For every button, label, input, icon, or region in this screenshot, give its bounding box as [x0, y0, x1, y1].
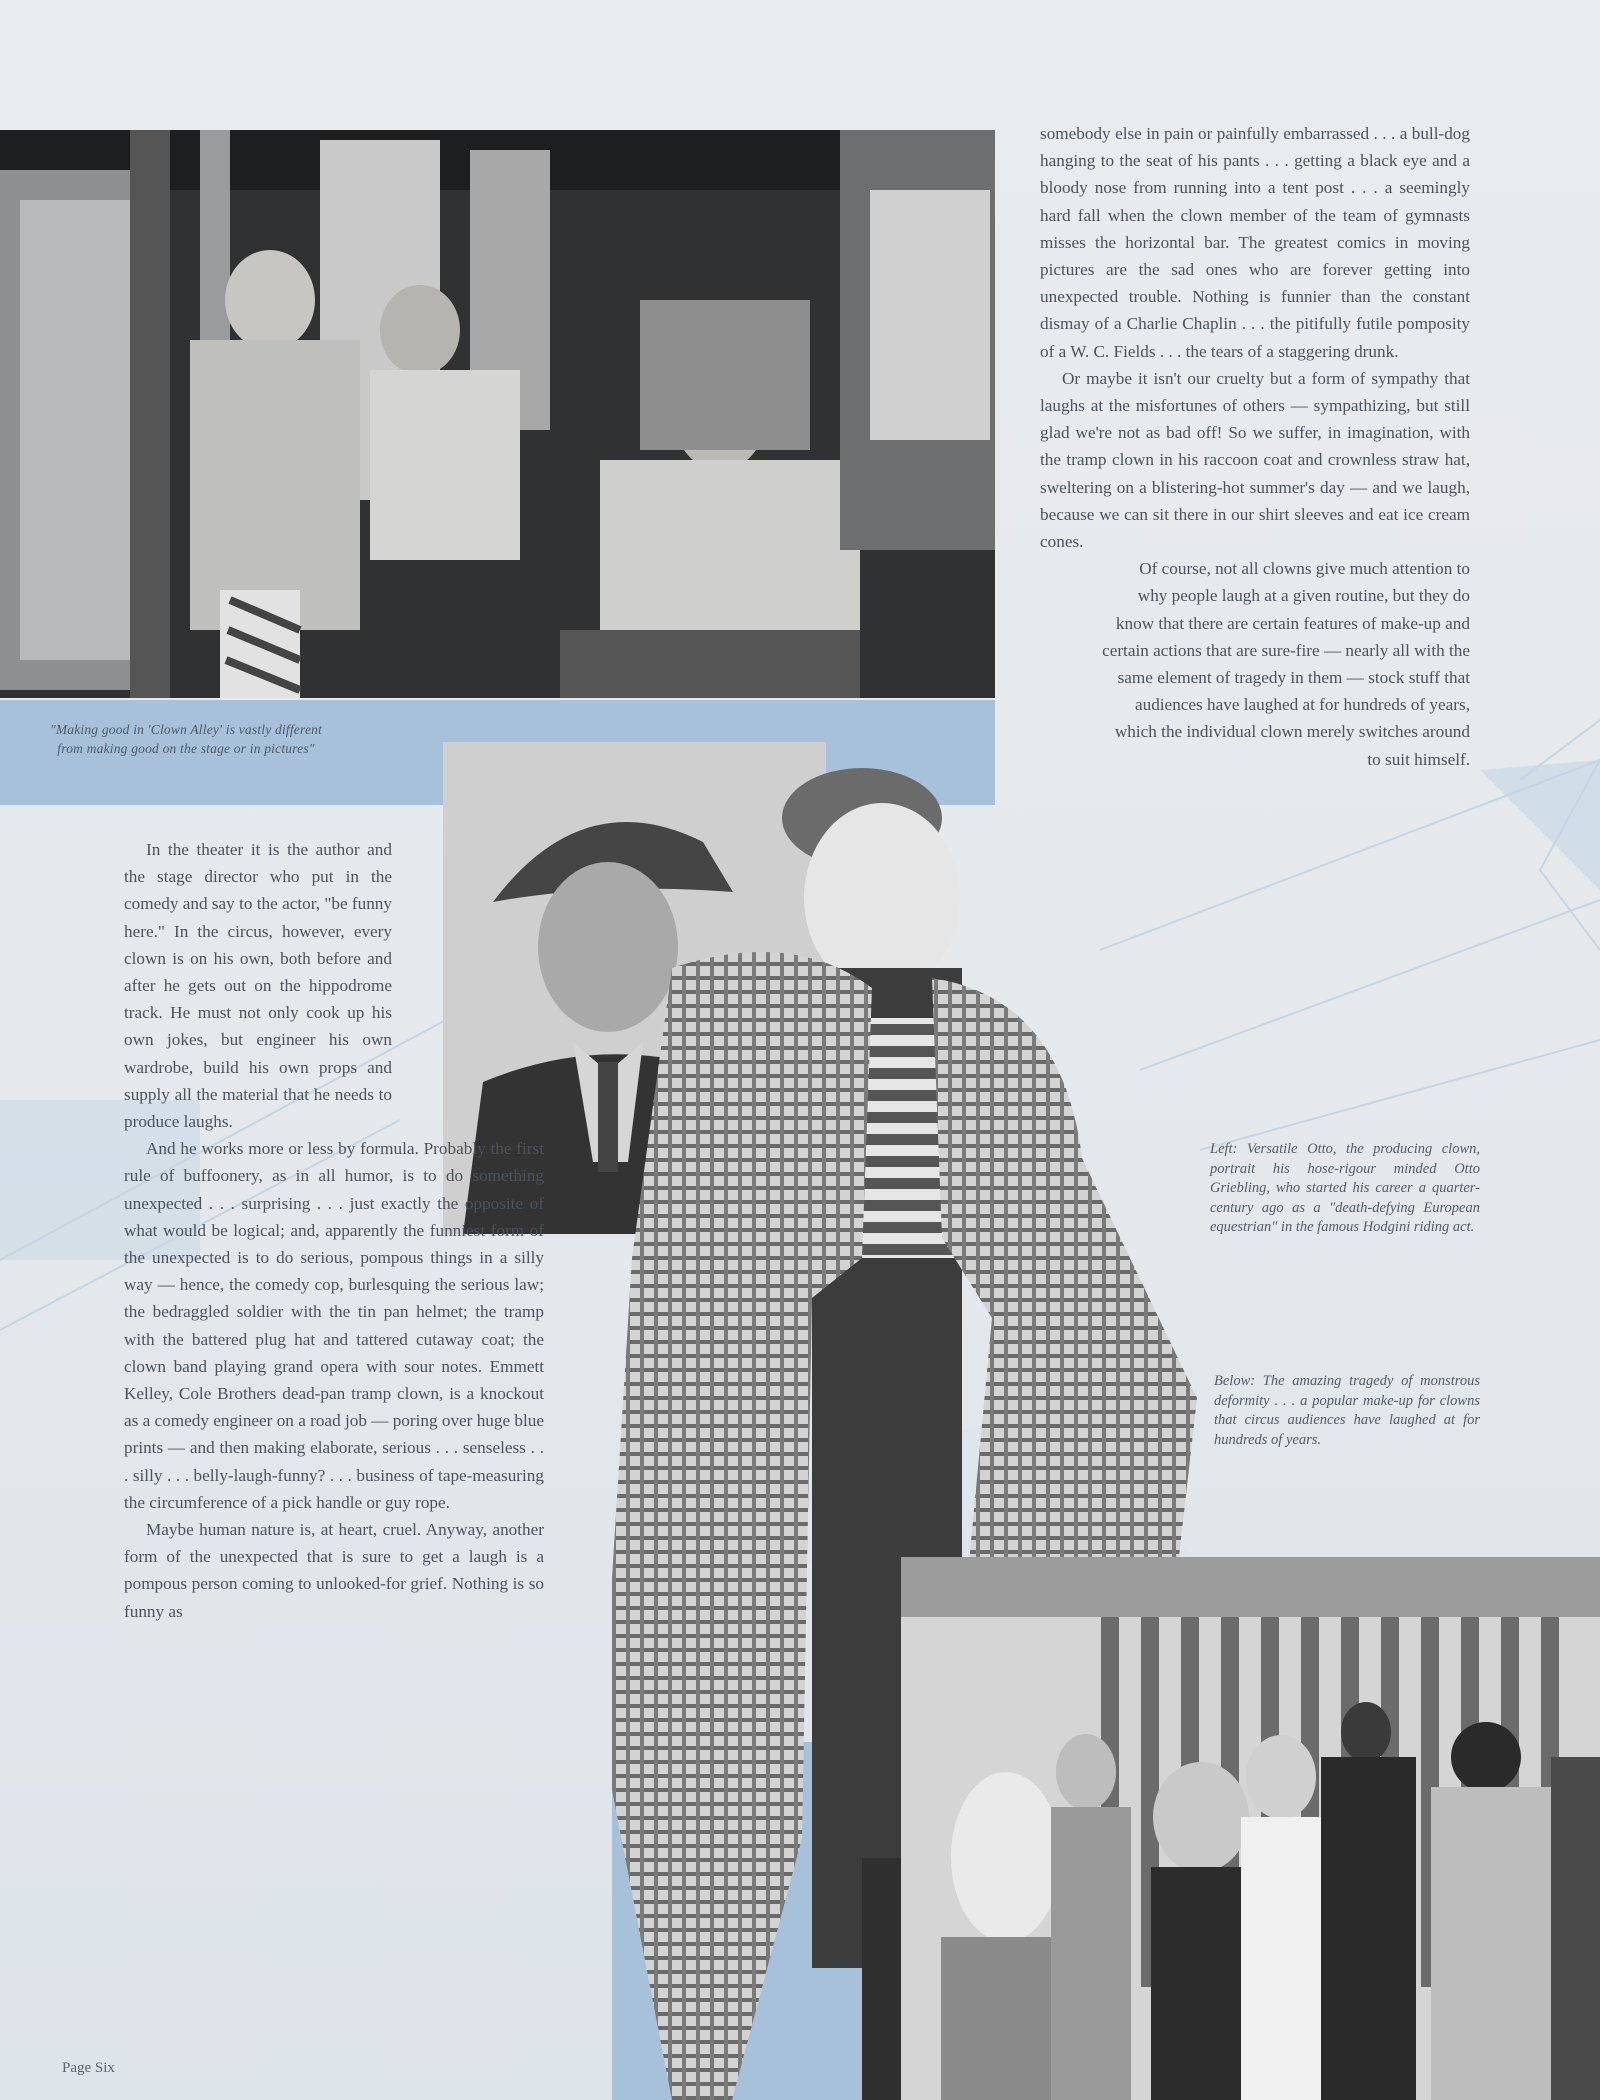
right-paragraph-1: somebody else in pain or painfully embarrassed . . . a bull-dog hanging to the seat of his pants . . . getting a black eye and a bloody nose from running into a tent post . . . a seemingly hard fall when the clown member of the team of gymnasts misses the horizontal bar. The greatest comics in moving pictures are the sad ones who are forever getting into unexpected trouble. Nothing is funnier than the constant dismay of a Charlie Chaplin . . . the pitifully futile pomposity of a W. C. Fields . . . the tears of a staggering drunk. [1040, 124, 1470, 361]
dressing-room-photo [0, 130, 995, 698]
grotesque-clowns-photo [901, 1557, 1600, 2100]
dressing-room-caption: "Making good in 'Clown Alley' is vastly different from making good on the stage or in pictures" [49, 722, 323, 756]
page-folio: Page Six [62, 2060, 115, 2076]
left-text-column [124, 836, 544, 1625]
right-paragraph-2: Or maybe it isn't our cruelty but a form of sympathy that laughs at the misfortunes of others — sympathizing, but still glad we're not as bad off! So we suffer, in imagination, with the tramp clown in his raccoon coat and crownless straw hat, sweltering on a blistering-hot summer's day — and we laugh, because we can sit there in our shirt sleeves and eat ice cream cones. [1040, 368, 1470, 552]
otto-side-caption: Left: Versatile Otto, the producing clown, portrait his hose-rigour minded Otto Griebling, who started his career a quarter-century ago as a "death-defying European equestrian" in the famous Hodgini riding act. [1210, 1141, 1480, 1235]
left-paragraph-1: In the theater it is the author and the stage director who put in the comedy and say to the actor, "be funny here." In the circus, however, every clown is on his own, both before and after he gets out on the hippodrome track. He must not only cook up his own jokes, but engineer his own wardrobe, build his own props and supply all the material that he needs to produce laughs. [124, 840, 392, 1132]
right-paragraph-3: Of course, not all clowns give much attention to why people laugh at a given routine, but they do know that there are certain features of make-up and certain actions that are sure-fire — nearly all with the same element of tragedy in them — stock stuff that audiences have laughed at for hundreds of years, which the individual clown merely switches around to suit himself. [1102, 559, 1470, 769]
left-paragraph-3: Maybe human nature is, at heart, cruel. Anyway, another form of the unexpected that is sure to get a laugh is a pompous person coming to unlooked-for grief. Nothing is so funny as [124, 1520, 544, 1621]
left-paragraph-2: And he works more or less by formula. Probably the first rule of buffoonery, as in all humor, is to do something unexpected . . . surprising . . . just exactly the opposite of what would be logical; and, apparently the funniest form of the unexpected is to do serious, pompous things in a silly way — hence, the comedy cop, burlesquing the serious law; the bedraggled soldier with the tin pan helmet; the tramp with the battered plug hat and tattered cutaway coat; the clown band playing grand opera with sour notes. Emmett Kelley, Cole Brothers dead-pan tramp clown, is a knockout as a comedy engineer on a road job — poring over huge blue prints — and then making elaborate, serious . . . senseless . . . silly . . . belly-laugh-funny? . . . business of tape-measuring the circumference of a pick handle or guy rope. [124, 1139, 545, 1512]
clowns-side-caption: Below: The amazing tragedy of monstrous deformity . . . a popular make-up for clowns that circus audiences have laughed at for hundreds of years. [1214, 1373, 1480, 1448]
right-text-column [1040, 120, 1470, 773]
